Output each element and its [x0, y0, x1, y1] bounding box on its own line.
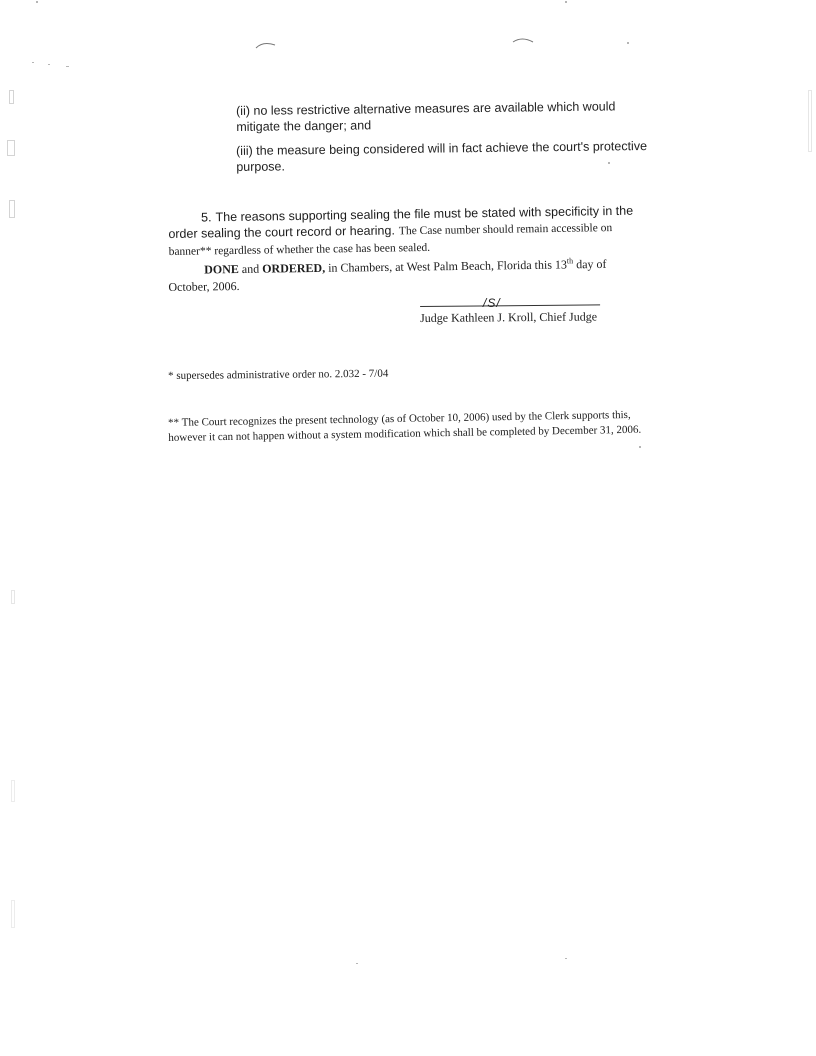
scan-speck — [565, 958, 567, 959]
margin-artifact — [7, 140, 15, 156]
signature-line — [420, 292, 600, 307]
day-suffix: th — [566, 256, 574, 266]
done-label: DONE — [204, 262, 239, 277]
scan-speck — [32, 62, 34, 63]
paragraph-number: 5. — [201, 210, 212, 225]
scan-speck — [639, 446, 641, 448]
margin-artifact — [808, 90, 812, 152]
paragraph-5-lead: The reasons supporting sealing the file must be stated with specificity in the order sealing the court record or hearing. — [168, 203, 634, 241]
margin-artifact — [11, 780, 15, 802]
paragraph-5-rest: The Case number should remain accessible on banner** regardless of whether the case has been sealed. — [168, 222, 613, 258]
scan-speck — [36, 1, 38, 3]
signature-mark: /S/ — [483, 296, 501, 310]
margin-artifact — [9, 200, 15, 218]
scan-mark-right — [512, 36, 534, 46]
done-and-ordered — [168, 251, 638, 296]
scan-speck — [48, 64, 50, 65]
margin-artifact — [9, 90, 14, 104]
done-end: day of October, 2006. — [168, 256, 607, 294]
scan-speck — [565, 1, 567, 3]
done-text: in Chambers, at West Palm Beach, Florida this 13 — [328, 257, 568, 275]
scan-speck — [356, 963, 358, 964]
clause-iii: (iii) the measure being considered will in fact achieve the court's protective purpose. — [236, 138, 648, 174]
footnote-2: ** The Court recognizes the present technology (as of October 10, 2006) used by the Clerk supports this, however it can not happen without a system modification which shall be completed by December 31, 2006. — [168, 408, 642, 444]
ordered-label: ORDERED, — [262, 260, 326, 276]
clause-ii: (ii) no less restrictive alternative measures are available which would mitigate the danger; and — [236, 99, 616, 134]
judge-name: Judge Kathleen J. Kroll, Chief Judge — [420, 309, 598, 325]
margin-artifact — [11, 590, 15, 604]
margin-artifact — [11, 900, 15, 928]
scan-speck — [66, 66, 69, 67]
scan-speck — [627, 42, 629, 44]
and-text: and — [241, 261, 260, 276]
footnote-1: * supersedes administrative order no. 2.032 - 7/04 — [168, 367, 389, 382]
scan-mark-left — [255, 40, 277, 50]
